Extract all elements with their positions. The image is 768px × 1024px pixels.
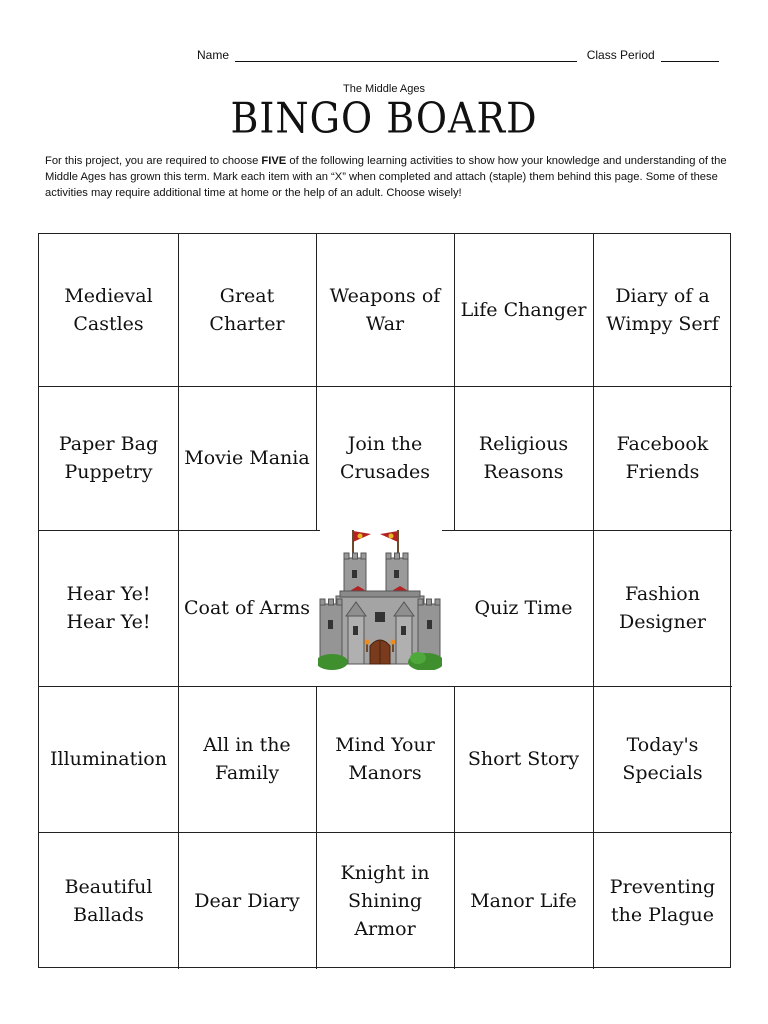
bingo-cell-label: Medieval Castles bbox=[64, 285, 153, 335]
bingo-cell-label: Today's Specials bbox=[622, 734, 703, 784]
bingo-cell[interactable] bbox=[39, 530, 178, 686]
instructions-part1: For this project, you are required to choose bbox=[45, 155, 262, 167]
bingo-cell-label: Diary of a Wimpy Serf bbox=[606, 285, 719, 335]
instructions-bold: FIVE bbox=[261, 155, 287, 167]
grid-divider bbox=[178, 234, 179, 969]
bingo-cell[interactable] bbox=[178, 386, 316, 530]
bingo-cell[interactable] bbox=[593, 530, 732, 686]
bingo-cell[interactable] bbox=[316, 386, 454, 530]
grid-divider bbox=[39, 386, 732, 387]
bingo-cell[interactable] bbox=[39, 234, 178, 386]
grid-divider bbox=[39, 832, 732, 833]
grid-divider bbox=[39, 530, 320, 531]
bingo-cell-label: Manor Life bbox=[470, 889, 577, 912]
castle-icon bbox=[318, 528, 442, 670]
bingo-cell-label: Dear Diary bbox=[194, 889, 300, 912]
bingo-cell[interactable] bbox=[454, 832, 593, 969]
bingo-cell-label: Illumination bbox=[50, 748, 167, 770]
grid-divider bbox=[454, 234, 455, 530]
bingo-cell-label: Join the Crusades bbox=[339, 433, 431, 483]
class-period-label: Class Period bbox=[586, 48, 655, 62]
bingo-cell-label: Knight in Shining Armor bbox=[340, 861, 430, 940]
bingo-cell[interactable] bbox=[454, 686, 593, 832]
grid-divider bbox=[316, 234, 317, 530]
bingo-cell[interactable] bbox=[39, 686, 178, 832]
name-label: Name bbox=[197, 48, 230, 62]
instructions bbox=[45, 153, 729, 201]
bingo-cell-label: Quiz Time bbox=[474, 597, 573, 619]
bingo-cell[interactable] bbox=[178, 530, 316, 686]
bingo-cell[interactable] bbox=[316, 234, 454, 386]
bingo-cell[interactable] bbox=[593, 386, 732, 530]
bingo-cell[interactable] bbox=[39, 386, 178, 530]
bingo-cell[interactable] bbox=[39, 832, 178, 969]
page-subtitle: The Middle Ages bbox=[343, 83, 425, 95]
bingo-cell-label: Facebook Friends bbox=[616, 433, 709, 483]
bingo-cell-label: Weapons of War bbox=[329, 285, 441, 335]
grid-divider bbox=[454, 686, 455, 969]
grid-divider bbox=[442, 530, 732, 531]
bingo-cell-label: Fashion Designer bbox=[618, 583, 707, 633]
bingo-cell[interactable] bbox=[454, 234, 593, 386]
bingo-cell-label: Movie Mania bbox=[184, 447, 310, 469]
bingo-cell-label: Preventing the Plague bbox=[609, 875, 716, 926]
bingo-cell-label: Mind Your Manors bbox=[335, 734, 435, 784]
class-period-field[interactable] bbox=[661, 49, 719, 62]
grid-divider bbox=[593, 234, 594, 969]
bingo-cell[interactable] bbox=[178, 234, 316, 386]
bingo-cell[interactable] bbox=[593, 234, 732, 386]
name-field[interactable] bbox=[235, 49, 577, 62]
instructions-part2: of the following learning activities to show how your knowledge and understanding of the Middle Ages has grown this term. Mark each item with an “X” when completed and attach (staple) them behind this page. Some of these activities may require additional time at home or the help of an adult. Choose wisely! bbox=[45, 155, 727, 199]
bingo-cell[interactable] bbox=[593, 686, 732, 832]
grid-divider bbox=[39, 686, 732, 687]
bingo-cell[interactable] bbox=[316, 686, 454, 832]
bingo-cell-label: Hear Ye! Hear Ye! bbox=[66, 583, 151, 633]
bingo-cell[interactable] bbox=[178, 832, 316, 969]
bingo-cell[interactable] bbox=[178, 686, 316, 832]
bingo-cell-label: Coat of Arms bbox=[183, 597, 311, 619]
bingo-cell-label: Religious Reasons bbox=[478, 433, 569, 483]
bingo-cell-label: Great Charter bbox=[209, 285, 285, 335]
bingo-cell-label: All in the Family bbox=[203, 734, 291, 784]
bingo-cell[interactable] bbox=[454, 530, 593, 686]
name-line bbox=[197, 48, 719, 62]
bingo-cell[interactable] bbox=[316, 832, 454, 969]
page-title: BINGO BOARD bbox=[230, 93, 538, 143]
grid-divider bbox=[316, 686, 317, 969]
bingo-cell-label: Paper Bag Puppetry bbox=[58, 433, 159, 483]
bingo-cell[interactable] bbox=[454, 386, 593, 530]
bingo-cell-label: Life Changer bbox=[460, 299, 587, 321]
bingo-cell[interactable] bbox=[593, 832, 732, 969]
bingo-cell-label: Short Story bbox=[467, 748, 580, 770]
bingo-cell-label: Beautiful Ballads bbox=[64, 875, 153, 926]
